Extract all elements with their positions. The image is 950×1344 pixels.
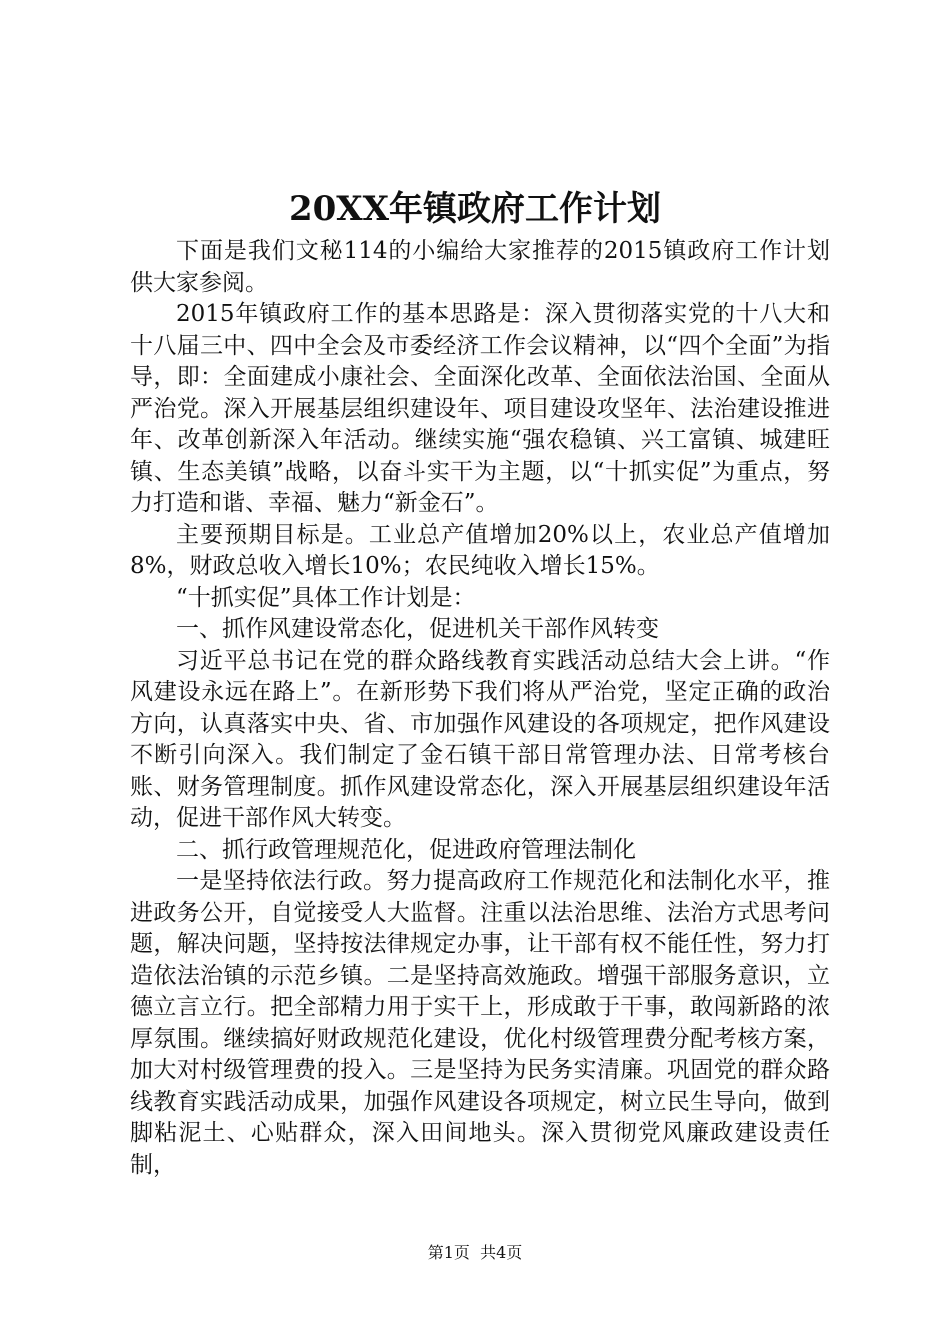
- section-heading-1: 一、抓作风建设常态化，促进机关干部作风转变: [176, 616, 659, 642]
- paragraph-section-1: 习近平总书记在党的群众路线教育实践活动总结大会上讲。“作风建设永远在路上”。在新形势下我们将从严治党，坚定正确的政治方向，认真落实中央、省、市加强作风建设的各项规定，把作风建设不断引向深入。我们制定了金石镇干部日常管理办法、日常考核台账、财务管理制度。抓作风建设常态化，深入开展基层组织建设年活动，促进干部作风大转变。: [130, 647, 830, 831]
- page-footer: [0, 1242, 950, 1264]
- footer-gap: [470, 1243, 480, 1262]
- document-body: [130, 236, 830, 1181]
- paragraph-targets: 主要预期目标是。工业总产值增加20%以上，农业总产值增加8%，财政总收入增长10%；农民纯收入增长15%。: [130, 521, 830, 579]
- paragraph-basic-ideas: 2015年镇政府工作的基本思路是：深入贯彻落实党的十八大和十八届三中、四中全会及市委经济工作会议精神，以“四个全面”为指导，即：全面建成小康社会、全面深化改革、全面依法治国、全面从严治党。深入开展基层组织建设年、项目建设攻坚年、法治建设推进年、改革创新深入年活动。继续实施“强农稳镇、兴工富镇、城建旺镇、生态美镇”战略，以奋斗实干为主题，以“十抓实促”为重点，努力打造和谐、幸福、魅力“新金石”。: [130, 301, 830, 516]
- page-number: 第1页: [427, 1243, 470, 1262]
- section-heading-2: 二、抓行政管理规范化，促进政府管理法制化: [176, 836, 636, 863]
- page-total: 共4页: [480, 1243, 523, 1262]
- paragraph-section-2: 一是坚持依法行政。努力提高政府工作规范化和法制化水平，推进政务公开，自觉接受人大监督。注重以法治思维、法治方式思考问题，解决问题，坚持按法律规定办事，让干部有权不能任性，努力打造依法治镇的示范乡镇。二是坚持高效施政。增强干部服务意识，立德立言立行。把全部精力用于实干上，形成敢于干事，敢闯新路的浓厚氛围。继续搞好财政规范化建设，优化村级管理费分配考核方案，加大对村级管理费的投入。三是坚持为民务实清廉。巩固党的群众路线教育实践活动成果，加强作风建设各项规定，树立民生导向，做到脚粘泥土、心贴群众，深入田间地头。深入贯彻党风廉政建设责任制，: [130, 868, 830, 1178]
- paragraph-intro: 下面是我们文秘114的小编给大家推荐的2015镇政府工作计划供大家参阅。: [130, 238, 830, 296]
- document-title: 20XX年镇政府工作计划: [288, 189, 662, 229]
- paragraph-plan-heading: “十抓实促”具体工作计划是：: [176, 584, 476, 611]
